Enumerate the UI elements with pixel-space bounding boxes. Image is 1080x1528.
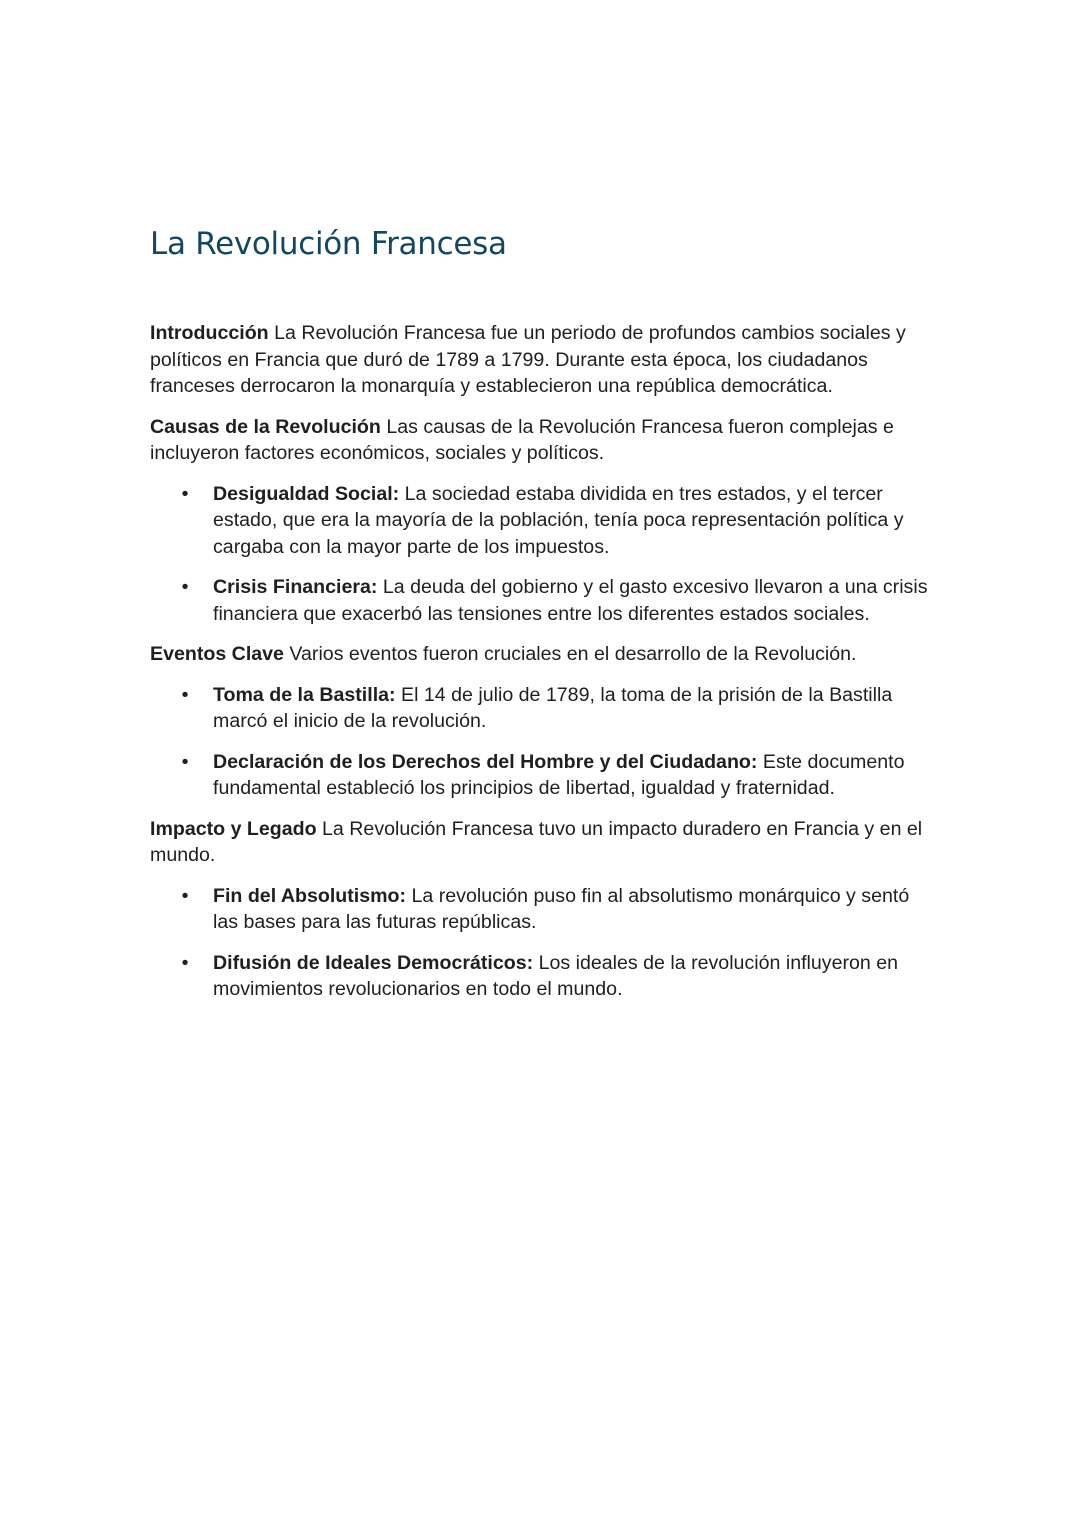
list-item-text: Los ideales de la revolución influyeron en movimientos revolucionarios en todo el mundo. (213, 951, 899, 1000)
bullet-icon: • (181, 750, 189, 773)
list-item-text: El 14 de julio de 1789, la toma de la prisión de la Bastilla marcó el inicio de la revolución. (213, 683, 893, 732)
list-item-label: Toma de la Bastilla: (213, 683, 396, 706)
bullet-icon: • (181, 884, 189, 907)
impact-paragraph (150, 816, 930, 869)
impact-heading: Impacto y Legado (150, 817, 317, 840)
list-item (150, 574, 930, 627)
list-item-text: Este documento fundamental estableció los principios de libertad, igualdad y fraternidad. (213, 750, 905, 799)
list-item-label: Declaración de los Derechos del Hombre y del Ciudadano: (213, 750, 758, 773)
causes-paragraph (150, 414, 930, 467)
intro-heading: Introducción (150, 322, 269, 344)
list-item (150, 481, 930, 561)
causes-heading: Causas de la Revolución (150, 415, 381, 438)
impact-list (150, 883, 930, 1003)
intro-paragraph (150, 320, 930, 400)
bullet-icon: • (181, 576, 189, 598)
list-item-label: Crisis Financiera: (213, 576, 378, 598)
events-heading: Eventos Clave (150, 643, 284, 665)
bullet-icon: • (181, 951, 189, 974)
events-list (150, 682, 930, 802)
list-item-label: Desigualdad Social: (213, 482, 400, 505)
intro-text: La Revolución Francesa fue un periodo de profundos cambios sociales y políticos en Francia que duró de 1789 a 1799. Durante esta época, los ciudadanos franceses derrocaron la monarquía y establecieron una república democrática. (150, 322, 906, 397)
list-item-label: Fin del Absolutismo: (213, 884, 407, 907)
causes-list (150, 481, 930, 628)
bullet-icon: • (181, 683, 189, 706)
bullet-icon: • (181, 482, 189, 505)
list-item (150, 682, 930, 735)
list-item-text: La revolución puso fin al absolutismo monárquico y sentó las bases para las futuras repúblicas. (213, 884, 910, 933)
list-item-text: La sociedad estaba dividida en tres estados, y el tercer estado, que era la mayoría de la población, tenía poca representación política y cargaba con la mayor parte de los impuestos. (213, 482, 904, 558)
list-item (150, 950, 930, 1003)
list-item (150, 749, 930, 802)
document-page (150, 222, 930, 1017)
page-title: La Revolución Francesa (150, 226, 507, 262)
list-item-text: La deuda del gobierno y el gasto excesivo llevaron a una crisis financiera que exacerbó las tensiones entre los diferentes estados sociales. (213, 576, 928, 625)
causes-text: Las causas de la Revolución Francesa fueron complejas e incluyeron factores económicos, sociales y políticos. (150, 415, 894, 464)
events-text: Varios eventos fueron cruciales en el desarrollo de la Revolución. (289, 643, 857, 665)
impact-text: La Revolución Francesa tuvo un impacto duradero en Francia y en el mundo. (150, 817, 923, 866)
events-paragraph (150, 641, 930, 668)
list-item (150, 883, 930, 936)
list-item-label: Difusión de Ideales Democráticos: (213, 951, 534, 974)
